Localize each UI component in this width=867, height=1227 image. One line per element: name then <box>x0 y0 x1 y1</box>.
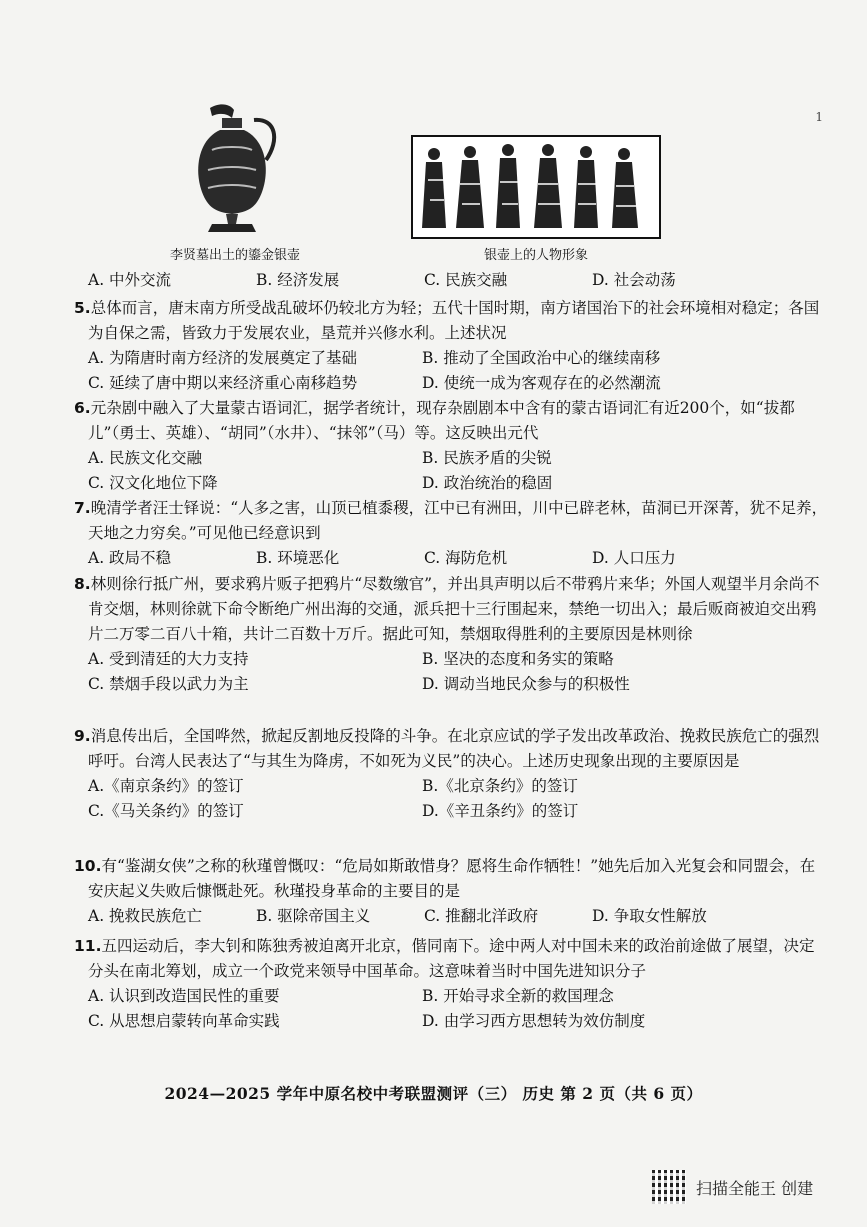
question-4-options <box>88 268 828 293</box>
question-number: 9. <box>74 727 91 745</box>
figure-left-caption: 李贤墓出土的鎏金银壶 <box>169 248 300 263</box>
question-6 <box>74 396 828 496</box>
option-d[interactable]: D. 政治统治的稳固 <box>422 474 553 492</box>
question-stem <box>74 496 828 546</box>
option-a[interactable]: A. 为隋唐时南方经济的发展奠定了基础 <box>88 349 358 367</box>
question-stem <box>74 724 828 774</box>
option-c[interactable]: C. 汉文化地位下降 <box>88 474 218 492</box>
figure-right-caption: 银壶上的人物形象 <box>483 248 588 263</box>
option-d[interactable]: D. 争取女性解放 <box>592 907 707 925</box>
options <box>88 346 828 396</box>
question-stem <box>74 296 828 346</box>
stem-text: 晚清学者汪士铎说：“人多之害，山顶已植黍稷，江中已有洲田，川中已辟老林，苗洞已开深菁，犹不足养，天地之力穷矣。”可见他已经意识到 <box>88 499 828 542</box>
option-d[interactable]: D.《辛丑条约》的签订 <box>422 802 579 820</box>
option-a[interactable]: A. 中外交流 <box>88 271 172 289</box>
option-c[interactable]: C.《马关条约》的签订 <box>88 802 244 820</box>
watermark-text: 扫描全能王 创建 <box>696 1178 814 1198</box>
option-c[interactable]: C. 禁烟手段以武力为主 <box>88 675 249 693</box>
option-a[interactable]: A. 认识到改造国民性的重要 <box>88 987 280 1005</box>
option-a[interactable]: A. 挽救民族危亡 <box>88 907 203 925</box>
option-c[interactable]: C. 推翻北洋政府 <box>424 907 539 925</box>
option-c[interactable]: C. 民族交融 <box>424 271 508 289</box>
option-b[interactable]: B. 驱除帝国主义 <box>256 907 371 925</box>
options-row <box>88 546 828 571</box>
figure-row <box>0 100 867 268</box>
gilt-silver-ewer-image <box>150 100 320 240</box>
question-7 <box>74 496 828 571</box>
question-5 <box>74 296 828 396</box>
question-stem <box>74 854 828 904</box>
stem-text: 元杂剧中融入了大量蒙古语词汇，据学者统计，现存杂剧剧本中含有的蒙古语词汇有近200个，如“拔都儿”（勇士、英雄）、“胡同”（水井）、“抹邻”（马）等。这反映出元代 <box>88 399 795 442</box>
option-b[interactable]: B. 坚决的态度和务实的策略 <box>422 650 614 668</box>
stem-text: 林则徐行抵广州，要求鸦片贩子把鸦片“尽数缴官”，并出具声明以后不带鸦片来华；外国人观望半月余尚不肯交烟，林则徐就下命令断绝广州出海的交通，派兵把十三行围起来，禁绝一切出入；最后贩商被迫交出鸦片二万零二百八十箱，共计二百数十万斤。据此可知，禁烟取得胜利的主要原因是林则徐 <box>88 575 820 643</box>
options <box>88 984 828 1034</box>
qr-code-icon <box>652 1170 686 1204</box>
scanner-watermark <box>652 1170 813 1204</box>
option-c[interactable]: C. 从思想启蒙转向革命实践 <box>88 1012 280 1030</box>
option-a[interactable]: A. 受到清廷的大力支持 <box>88 650 249 668</box>
option-c[interactable]: C. 海防危机 <box>424 549 508 567</box>
option-b[interactable]: B.《北京条约》的签订 <box>422 777 578 795</box>
question-11 <box>74 934 828 1034</box>
option-a[interactable]: A. 民族文化交融 <box>88 449 203 467</box>
question-number: 10. <box>74 857 102 875</box>
page-footer: 2024—2025 学年中原名校中考联盟测评（三） 历史 第 2 页（共 6 页） <box>164 1084 703 1103</box>
relief-figure <box>410 100 662 263</box>
question-10 <box>74 854 828 929</box>
options-row <box>88 268 828 293</box>
question-number: 11. <box>74 937 102 955</box>
option-d[interactable]: D. 调动当地民众参与的积极性 <box>422 675 630 693</box>
stem-text: 总体而言，唐末南方所受战乱破坏仍较北方为轻；五代十国时期，南方诸国治下的社会环境相对稳定；各国为自保之需，皆致力于发展农业，垦荒并兴修水利。上述状况 <box>88 299 820 342</box>
options <box>88 647 828 697</box>
question-8 <box>74 572 828 697</box>
question-number: 6. <box>74 399 91 417</box>
question-number: 8. <box>74 575 91 593</box>
option-a[interactable]: A. 政局不稳 <box>88 549 172 567</box>
question-number: 7. <box>74 499 91 517</box>
option-d[interactable]: D. 由学习西方思想转为效仿制度 <box>422 1012 646 1030</box>
corner-mark: 1 <box>815 110 823 124</box>
option-d[interactable]: D. 使统一成为客观存在的必然潮流 <box>422 374 661 392</box>
ewer-figures-image <box>410 100 662 240</box>
option-c[interactable]: C. 延续了唐中期以来经济重心南移趋势 <box>88 374 358 392</box>
options <box>88 446 828 496</box>
question-number: 5. <box>74 299 91 317</box>
question-9 <box>74 724 828 824</box>
option-b[interactable]: B. 民族矛盾的尖锐 <box>422 449 552 467</box>
option-b[interactable]: B. 环境恶化 <box>256 549 340 567</box>
options <box>88 774 828 824</box>
options-row <box>88 904 828 929</box>
stem-text: 消息传出后，全国哗然，掀起反割地反投降的斗争。在北京应试的学子发出改革政治、挽救民族危亡的强烈呼吁。台湾人民表达了“与其生为降虏，不如死为义民”的决心。上述历史现象出现的主要原因是 <box>88 727 820 770</box>
option-a[interactable]: A.《南京条约》的签订 <box>88 777 244 795</box>
ewer-figure <box>150 100 320 263</box>
option-b[interactable]: B. 经济发展 <box>256 271 340 289</box>
option-b[interactable]: B. 开始寻求全新的救国理念 <box>422 987 614 1005</box>
stem-text: 五四运动后，李大钊和陈独秀被迫离开北京，偕同南下。途中两人对中国未来的政治前途做了展望，决定分头在南北筹划，成立一个政党来领导中国革命。这意味着当时中国先进知识分子 <box>88 937 815 980</box>
option-b[interactable]: B. 推动了全国政治中心的继续南移 <box>422 349 661 367</box>
question-stem <box>74 396 828 446</box>
question-stem <box>74 572 828 647</box>
option-d[interactable]: D. 人口压力 <box>592 549 676 567</box>
option-d[interactable]: D. 社会动荡 <box>592 271 676 289</box>
question-stem <box>74 934 828 984</box>
stem-text: 有“鉴湖女侠”之称的秋瑾曾慨叹：“危局如斯敢惜身？愿将生命作牺牲！”她先后加入光复会和同盟会，在安庆起义失败后慷慨赴死。秋瑾投身革命的主要目的是 <box>88 857 816 900</box>
